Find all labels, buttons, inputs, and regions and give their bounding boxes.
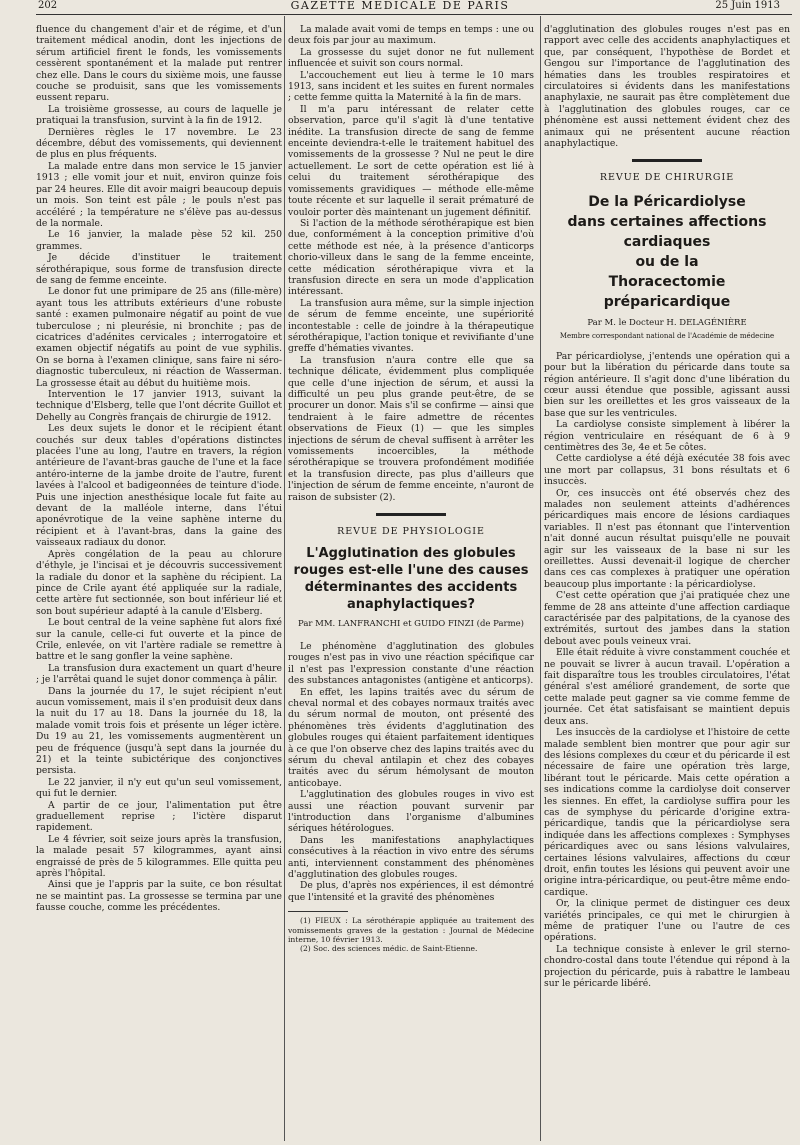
paragraph: Intervention le 17 janvier 1913, suivant la technique d'Elsberg, telle que l'ont décrite Guillot et Dehelly au Congrès français de chirurgie de 1912. [36, 389, 282, 423]
paragraph: Le donor fut une primipare de 25 ans (fille-mère) ayant tous les attributs extérieurs d'une robuste santé : examen pulmonaire négatif au point de vue tuberculose ; ni pleurésie, ni bronchite ; pas de cicatrices d'adénites cervicales ; interrogatoire et examen objectif négatifs au point de vue syphilis. On se borna à l'examen clinique, sans faire ni séro-diagnostic tuberculeux, ni réaction de Wasserman. La grossesse était au début du huitième mois. [36, 286, 282, 389]
paragraph: En effet, les lapins traités avec du sérum de cheval normal et des cobayes normaux traités avec du sérum normal de mouton, ont présenté des phénomènes très évidents d'agglutination des globules rouges qui étaient parfaitement identiques à ce que l'on observe chez des lapins traités avec du sérum du cheval antilapin et chez des cobayes traités avec du sérum hémolysant de mouton anticobaye. [288, 686, 534, 789]
column-divider [540, 16, 541, 1141]
paragraph: L'agglutination des globules rouges in vivo est aussi une réaction pouvant survenir par l'introduction dans l'organisme d'albumines sériques hétérologues. [288, 789, 534, 835]
paragraph: La transfusion aura même, sur la simple injection de sérum de femme enceinte, une supériorité incontestable : celle de joindre à la thérapeutique sérothérapique, l'action tonique et revivifiante d'une greffe d'hématies vivantes. [288, 297, 534, 355]
title-line-4: Thoracectomie préparicardique [603, 273, 731, 310]
title-line-2: dans certaines affections cardiaques [567, 213, 767, 250]
paragraph: Le 16 janvier, la malade pèse 52 kil. 250 grammes. [36, 229, 282, 252]
surgery-article-title [548, 192, 786, 312]
section-rule [376, 513, 446, 516]
paragraph: Cette cardiolyse a été déjà exécutée 38 fois avec une mort par collapsus, 31 bons résultats et 6 insuccès. [544, 453, 790, 488]
paragraph: Les insuccès de la cardiolyse et l'histoire de cette malade semblent bien montrer que pour agir sur des lésions complexes du cœur et du péricarde il est nécessaire de faire une opération très large, libérant tout le péricarde. Mais cette opération a ses indications comme la cardiolyse doit conserver les siennes. En effet, la cardiolyse suffira pour les cas de symphyse du péricarde d'origine extra-péricardique, tandis que la péricardiolyse sera indiquée dans les affections complexes : Symphyses péricardiques avec ou sans lésions valvulaires, certaines lésions valvulaires, affections du cœur droit, enfin toutes les lésions qui peuvent avoir une origine intra-péricardique, ou peut-être même endo-cardique. [544, 727, 790, 898]
paragraph: Le phénomène d'agglutination des globules rouges n'est pas in vivo une réaction spécifique car il n'est pas l'expression constante d'une réaction des substances antagonistes (antigène et anticorps). [288, 640, 534, 687]
column-3 [544, 24, 790, 1139]
paragraph: La malade avait vomi de temps en temps : une ou deux fois par jour au maximum. [288, 24, 534, 47]
surgery-byline: Par M. le Docteur H. DELAGÉNIÈRE [587, 317, 747, 328]
paragraph: La troisième grossesse, au cours de laquelle je pratiquai la transfusion, survint à la fin de 1912. [36, 103, 282, 127]
column-2 [288, 24, 534, 1139]
paragraph: Après congélation de la peau au chlorure d'éthyle, je l'incisai et je découvris successivement la radiale du donor et la saphène du récipient. La pince de Crile ayant été appliquée sur la radiale, cette artère fut sectionnée, son bout inférieur lié et son bout supérieur adapté à la canule d'Elsberg. [36, 548, 282, 617]
paragraph: La technique consiste à enlever le gril sterno-chondro-costal dans toute l'étendue qui répond à la projection du péricarde, puis à rabattre le lambeau sur le péricarde libéré. [544, 943, 790, 990]
paragraph: Il m'a paru intéressant de relater cette observation, parce qu'il s'agit là d'une tentative inédite. La transfusion directe de sang de femme enceinte deviendra-t-elle le traitement habituel des vomissements de la grossesse ? Nul ne peut le dire actuellement. Le sort de cette opération est lié à celui du traitement sérothérapique des vomissements gravidiques — méthode elle-même toute récente et sur laquelle il serait prématuré de vouloir porter dès maintenant un jugement définitif. [288, 103, 534, 218]
paragraph: fluence du changement d'air et de régime, et d'un traitement médical anodin, dont les injections de sérum artificiel firent le fonds, les vomissements cessèrent spontanément et la malade put rentrer chez elle. Dans le cours du sixième mois, une fausse couche se produisit, sans que les vomissements eussent reparu. [36, 24, 282, 104]
paragraph: La transfusion n'aura contre elle que sa technique délicate, évidemment plus compliquée que celle d'une injection de sérum, et aussi la difficulté un peu plus grande peut-être, de se procurer un donor. Mais s'il se confirme — ainsi que tendraient à le faire admettre de récentes observations de Fieux (1) — que les simples injections de sérum de cheval suffisent à arrêter les vomissements incoercibles, la méthode sérothérapique se trouvera profondément modifiée et la transfusion directe, pas plus d'ailleurs que l'injection de sérum de femme enceinte, n'auront de raison de subsister (2). [288, 354, 534, 503]
title-line-3: ou de la [635, 253, 699, 270]
paragraph: Le 22 janvier, il n'y eut qu'un seul vomissement, qui fut le dernier. [36, 776, 282, 800]
section-rule [632, 159, 702, 162]
journal-title: GAZETTE MÉDICALE DE PARIS [290, 0, 510, 12]
paragraph: C'est cette opération que j'ai pratiquée chez une femme de 28 ans atteinte d'une affection cardiaque caractérisée par des palpitations, de la cyanose des extrémités, surtout des jambes dans la station debout avec pouls veineux vrai. [544, 590, 790, 647]
col2-bottom-paragraphs [288, 641, 534, 903]
paragraph: Les deux sujets le donor et le récipient étant couchés sur deux tables d'opérations distinctes placées l'une au long, l'autre en travers, la région antérieure de l'avant-bras gauche de l'une et la face antéro-interne de la jambe droite de l'autre, furent lavées à l'alcool et badigeonnées de teinture d'iode. Puis une injection anesthésique locale fut faite au devant de la malléole interne, dans l'étui aponévrotique de la veine saphène interne du récipient et à l'avant-bras, dans la gaine des vaisseaux radiaux du donor. [36, 423, 282, 549]
surgery-section-title: REVUE DE CHIRURGIE [599, 172, 735, 184]
issue-date: 25 Juin 1913 [715, 0, 780, 11]
paragraph: L'accouchement eut lieu à terme le 10 mars 1913, sans incident et les suites en furent normales ; cette femme quitta la Maternité à la fin de mars. [288, 69, 534, 104]
col2-top-paragraphs [288, 24, 534, 503]
paragraph: La transfusion dura exactement un quart d'heure ; je l'arrêtai quand le sujet donor commença à pâlir. [36, 662, 282, 686]
paragraph: La malade entre dans mon service le 15 janvier 1913 ; elle vomit jour et nuit, environ quinze fois par 24 heures. Elle dit avoir maigri beaucoup depuis un mois. Son teint est pâle ; le pouls n'est pas accéléré ; la température ne s'élève pas au-dessus de la normale. [36, 160, 282, 229]
footnote-rule [288, 911, 348, 912]
page-header [0, 0, 800, 18]
header-rule [36, 14, 792, 15]
paragraph: Par péricardiolyse, j'entends une opération qui a pour but la libération du péricarde dans toute sa région antérieure. Il s'agit donc d'une libération du cœur aussi étendue que possible, agissant aussi bien sur les oreillettes et les gros vaisseaux de la base que sur les ventricules. [544, 350, 790, 419]
physiology-article-title: L'Agglutination des globules rouges est-elle l'une des causes déterminantes des accidents anaphylactiques? [293, 546, 529, 613]
page-number: 202 [38, 0, 58, 11]
paragraph: Dernières règles le 17 novembre. Le 23 décembre, début des vomissements, qui deviennent de plus en plus fréquents. [36, 126, 282, 161]
physiology-byline: Par MM. LANFRANCHI et GUIDO FINZI (de Parme) [297, 619, 525, 630]
paragraph: La cardiolyse consiste simplement à libérer la région ventriculaire en réséquant de 6 à 9 centimètres des 3e, 4e et 5e côtes. [544, 419, 790, 453]
col1-paragraphs [36, 24, 282, 914]
physiology-section-title: REVUE DE PHYSIOLOGIE [337, 526, 485, 538]
paragraph: Ainsi que je l'appris par la suite, ce bon résultat ne se maintint pas. La grossesse se termina par une fausse couche, comme les précédentes. [36, 879, 282, 914]
footnote-2: (2) Soc. des sciences médic. de Saint-Etienne. [300, 944, 478, 954]
paragraph: Je décide d'instituer le traitement sérothérapique, sous forme de transfusion directe de sang de femme enceinte. [36, 252, 282, 286]
title-line-1: De la Péricardiolyse [588, 193, 746, 210]
paragraph: Dans la journée du 17, le sujet récipient n'eut aucun vomissement, mais il s'en produisit deux dans la nuit du 17 au 18. Dans la journée du 18, la malade vomit trois fois et présente un léger ictère. Du 19 au 21, les vomissements augmentèrent un peu de fréquence (jusqu'à sept dans la journée du 21) et la teinte subictérique des conjonctives persista. [36, 685, 282, 777]
paragraph: Or, la clinique permet de distinguer ces deux variétés principales, ce qui met le chirurgien à même de pratiquer l'une ou l'autre de ces opérations. [544, 898, 790, 944]
paragraph: La grossesse du sujet donor ne fut nullement influencée et suivit son cours normal. [288, 46, 534, 70]
paragraph: Dans les manifestations anaphylactiques consécutives à la réaction in vivo entre des sérums anti, interviennent constamment des phénomènes d'agglutination des globules rouges. [288, 834, 534, 880]
paragraph: Le bout central de la veine saphène fut alors fixé sur la canule, celle-ci fut ouverte et la pince de Crile, enlevée, on vit l'artère radiale se remettre à battre et le sang gonfler la veine saphène. [36, 617, 282, 663]
col3-bottom-paragraphs [544, 351, 790, 990]
paragraph: Or, ces insuccès ont été observés chez des malades non seulement atteints d'adhérences péricardiques mais encore de lésions cardiaques variables. Il n'est pas étonnant que l'intervention n'ait donné aucun résultat puisqu'elle ne pouvait agir sur les vaisseaux de la base ni sur les oreillettes. Aussi devenait-il logique de chercher dans ces cas complexes à pratiquer une opération beaucoup plus importante : la péricardiolyse. [544, 487, 790, 590]
paragraph: Si l'action de la méthode sérothérapique est bien due, conformément à la conception primitive d'où cette méthode est née, à la présence d'anticorps chorio-villeux dans le sang de la femme enceinte, cette médication sérothérapique vivra et la transfusion directe en sera un mode d'application intéressant. [288, 217, 534, 298]
paragraph: De plus, d'après nos expériences, il est démontré que l'intensité et la gravité des phénomènes [288, 880, 534, 903]
column-1 [36, 24, 282, 1139]
paragraph: d'agglutination des globules rouges n'est pas en rapport avec celle des accidents anaphylactiques et que, par conséquent, l'hypothèse de Bordet et Gengou sur l'importance de l'agglutination des hématies dans les troubles respiratoires et circulatoires si évidents dans les manifestations anaphylaxie, ne saurait pas être complètement due à l'agglutination des globules rouges, car ce phénomène est aussi nettement évident chez des animaux qui ne présentent aucune réaction anaphylactique. [544, 24, 790, 150]
footnote-1: (1) FIEUX : La sérothérapie appliquée au traitement des vomissements graves de la gestation : Journal de Médecine interne, 10 février 1913. [288, 916, 534, 945]
paragraph: A partir de ce jour, l'alimentation put être graduellement reprise ; l'ictère disparut rapidement. [36, 799, 282, 834]
col3-top-paragraphs [544, 24, 790, 149]
surgery-affiliation: Membre correspondant national de l'Académie de médecine [559, 332, 775, 341]
paragraph: Le 4 février, soit seize jours après la transfusion, la malade pesait 57 kilogrammes, ayant ainsi engraissé de près de 5 kilogrammes. Elle quitta peu après l'hôpital. [36, 833, 282, 880]
paragraph: Elle était réduite à vivre constamment couchée et ne pouvait se livrer à aucun travail. L'opération a fait disparaître tous les troubles circulatoires, l'état général s'est amélioré grandement, de sorte que cette malade peut gagner sa vie comme femme de journée. Cet état satisfaisant se maintient depuis deux ans. [544, 647, 790, 727]
column-divider [284, 16, 285, 1141]
